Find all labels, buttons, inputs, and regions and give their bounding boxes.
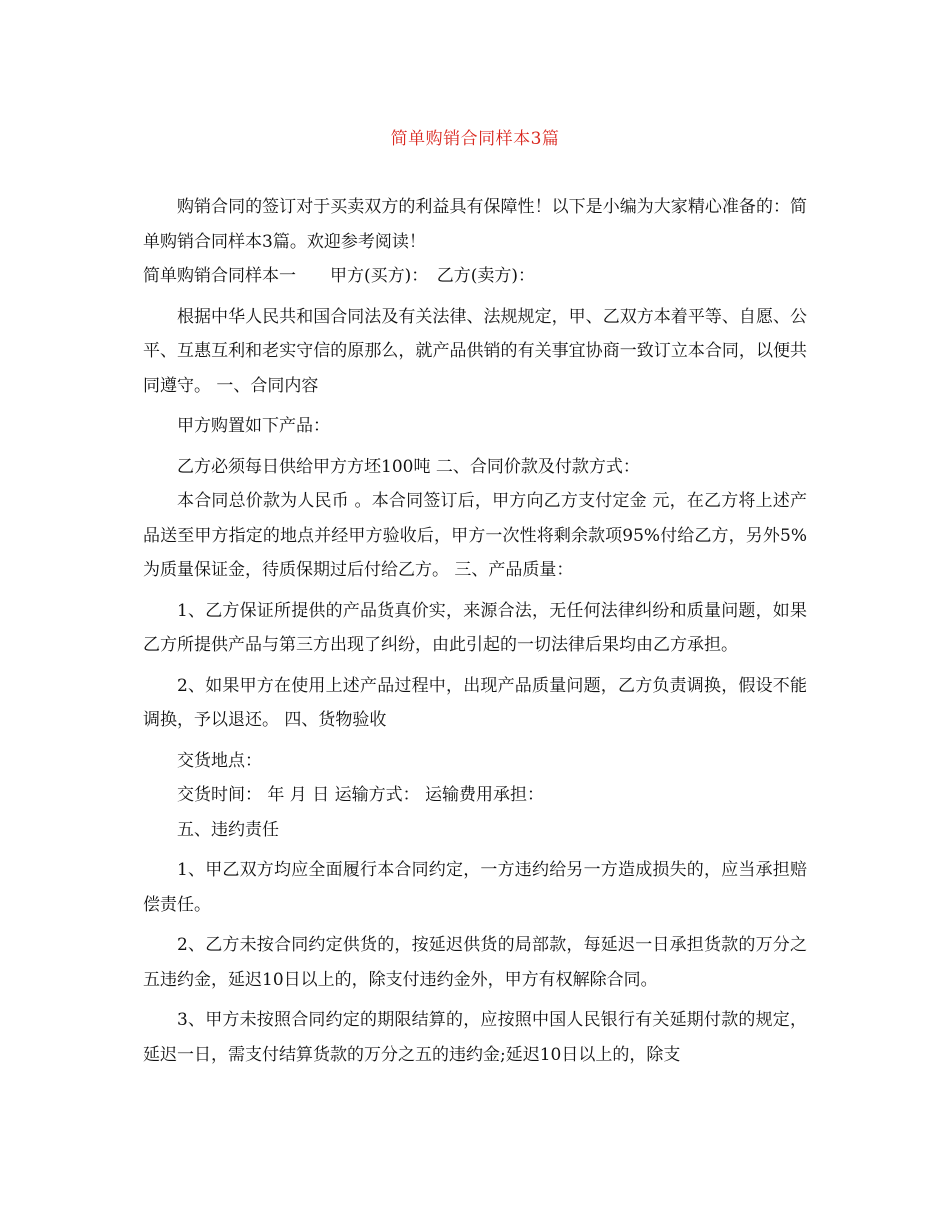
- paragraph-breach-1: 1、甲乙双方均应全面履行本合同约定，一方违约给另一方造成损失的，应当承担赔偿责任。: [143, 860, 807, 915]
- paragraph-delivery-place: 交货地点：: [177, 750, 262, 771]
- paragraph-quality-2: 2、如果甲方在使用上述产品过程中，出现产品质量问题，乙方负责调换，假设不能调换，予以退还。 四、货物验收: [143, 675, 807, 730]
- paragraph-quality-1: 1、乙方保证所提供的产品货真价实，来源合法，无任何法律纠纷和质量问题，如果乙方所提供产品与第三方出现了纠纷，由此引起的一切法律后果均由乙方承担。: [143, 600, 807, 655]
- document-body: [143, 190, 807, 1072]
- paragraph-breach-3: 3、甲方未按照合同约定的期限结算的，应按照中国人民银行有关延期付款的规定，延迟一日，需支付结算货款的万分之五的违约金;延迟10日以上的，除支: [143, 1010, 807, 1065]
- paragraph-delivery-time: 交货时间： 年 月 日 运输方式： 运输费用承担：: [177, 785, 545, 805]
- paragraph-breach-heading: 五、违约责任: [177, 819, 279, 840]
- paragraph-contract-basis: 根据中华人民共和国合同法及有关法律、法规规定，甲、乙双方本着平等、自愿、公平、互惠互利和老实守信的原那么，就产品供销的有关事宜协商一致订立本合同，以便共同遵守。 一、合同内容: [143, 306, 807, 396]
- paragraph-breach-2: 2、乙方未按合同约定供货的，按延迟供货的局部款，每延迟一日承担货款的万分之五违约金，延迟10日以上的，除支付违约金外，甲方有权解除合同。: [143, 935, 807, 990]
- paragraph-sample-one-heading: 简单购销合同样本一 甲方(买方)： 乙方(卖方)：: [143, 266, 536, 286]
- paragraph-purchase: 甲方购置如下产品：: [177, 416, 330, 436]
- paragraph-intro: 购销合同的签订对于买卖双方的利益具有保障性！以下是小编为大家精心准备的：简单购销合同样本3篇。欢迎参考阅读！: [143, 197, 807, 252]
- paragraph-supply: 乙方必须每日供给甲方方坯100吨 二、合同价款及付款方式：: [177, 456, 640, 477]
- paragraph-price: 本合同总价款为人民币 。本合同签订后，甲方向乙方支付定金 元，在乙方将上述产品送至甲方指定的地点并经甲方验收后，甲方一次性将剩余款项95%付给乙方，另外5%为质量保证金，待质保期过后付给乙方。 三、产品质量：: [143, 491, 807, 580]
- document-title: 简单购销合同样本3篇: [390, 129, 560, 149]
